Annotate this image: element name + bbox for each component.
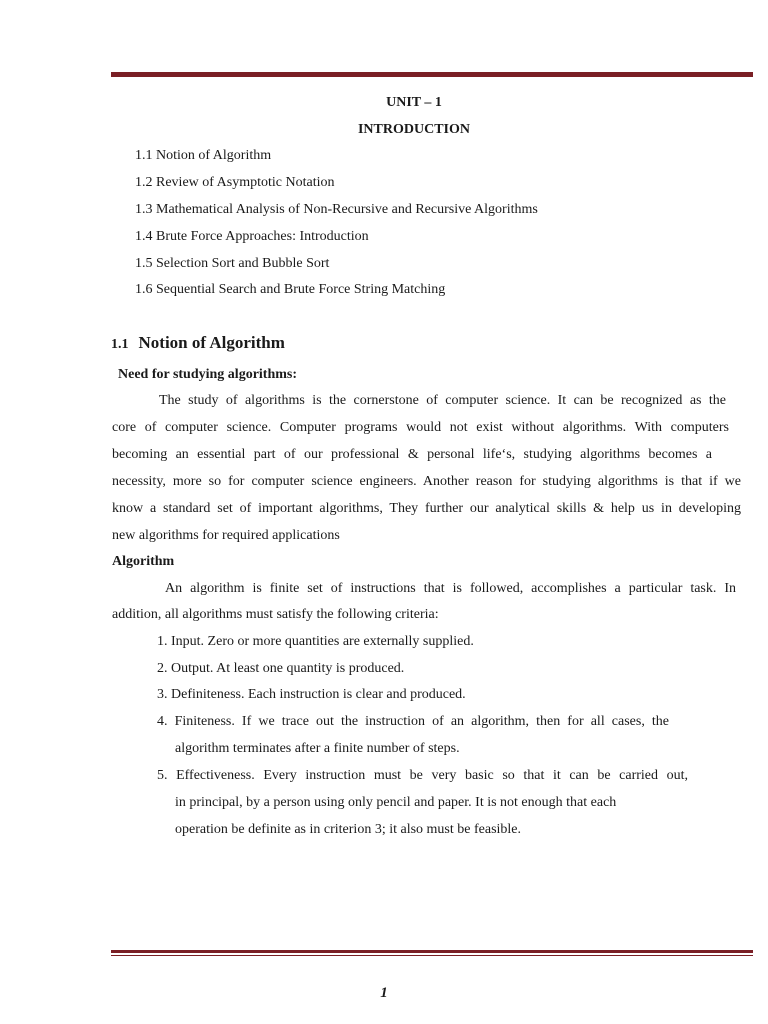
need-heading: Need for studying algorithms:: [118, 367, 298, 382]
list-item: 1. Input. Zero or more quantities are externally supplied.: [157, 634, 474, 649]
list-item-continuation: in principal, by a person using only pencil and paper. It is not enough that each: [175, 795, 617, 810]
list-item: 3. Definiteness. Each instruction is clear and produced.: [157, 687, 466, 702]
toc-item: 1.2 Review of Asymptotic Notation: [135, 175, 335, 190]
list-item-continuation: algorithm terminates after a finite number of steps.: [175, 741, 460, 756]
toc-item: 1.3 Mathematical Analysis of Non-Recursive and Recursive Algorithms: [135, 202, 538, 217]
page-title: INTRODUCTION: [357, 122, 470, 137]
bottom-rule: [111, 950, 753, 953]
list-item-continuation: operation be definite as in criterion 3; it also must be feasible.: [175, 822, 522, 837]
toc-item: 1.1 Notion of Algorithm: [135, 148, 272, 163]
top-rule: [111, 72, 753, 77]
section-number: 1.1: [111, 337, 129, 352]
list-item: 4. Finiteness. If we trace out the instruction of an algorithm, then for all cases, the: [157, 714, 669, 729]
toc-item: 1.6 Sequential Search and Brute Force String Matching: [135, 282, 446, 297]
section-heading: [111, 334, 285, 354]
list-item: 2. Output. At least one quantity is produced.: [157, 661, 405, 676]
paragraph-line: The study of algorithms is the cornerstone of computer science. It can be recognized as the: [159, 393, 726, 408]
paragraph-line: necessity, more so for computer science engineers. Another reason for studying algorithms is that if we: [112, 474, 741, 489]
paragraph-line: new algorithms for required applications: [112, 528, 340, 543]
paragraph-line: addition, all algorithms must satisfy the following criteria:: [112, 607, 439, 622]
paragraph-line: know a standard set of important algorithms, They further our analytical skills & help us in developing: [112, 501, 741, 516]
paragraph-line: An algorithm is finite set of instructions that is followed, accomplishes a particular task. In: [165, 581, 736, 596]
paragraph-line: core of computer science. Computer programs would not exist without algorithms. With computers: [112, 420, 729, 435]
unit-heading: UNIT – 1: [386, 95, 442, 110]
bottom-rule-thin: [111, 955, 753, 956]
toc-item: 1.5 Selection Sort and Bubble Sort: [135, 256, 330, 271]
paragraph-line: becoming an essential part of our professional & personal life‘s, studying algorithms becomes a: [112, 447, 712, 462]
toc-item: 1.4 Brute Force Approaches: Introduction: [135, 229, 369, 244]
algorithm-heading: Algorithm: [112, 554, 175, 569]
section-title: Notion of Algorithm: [138, 333, 285, 352]
page-number: 1: [380, 985, 388, 1001]
list-item: 5. Effectiveness. Every instruction must be very basic so that it can be carried out,: [157, 768, 688, 783]
